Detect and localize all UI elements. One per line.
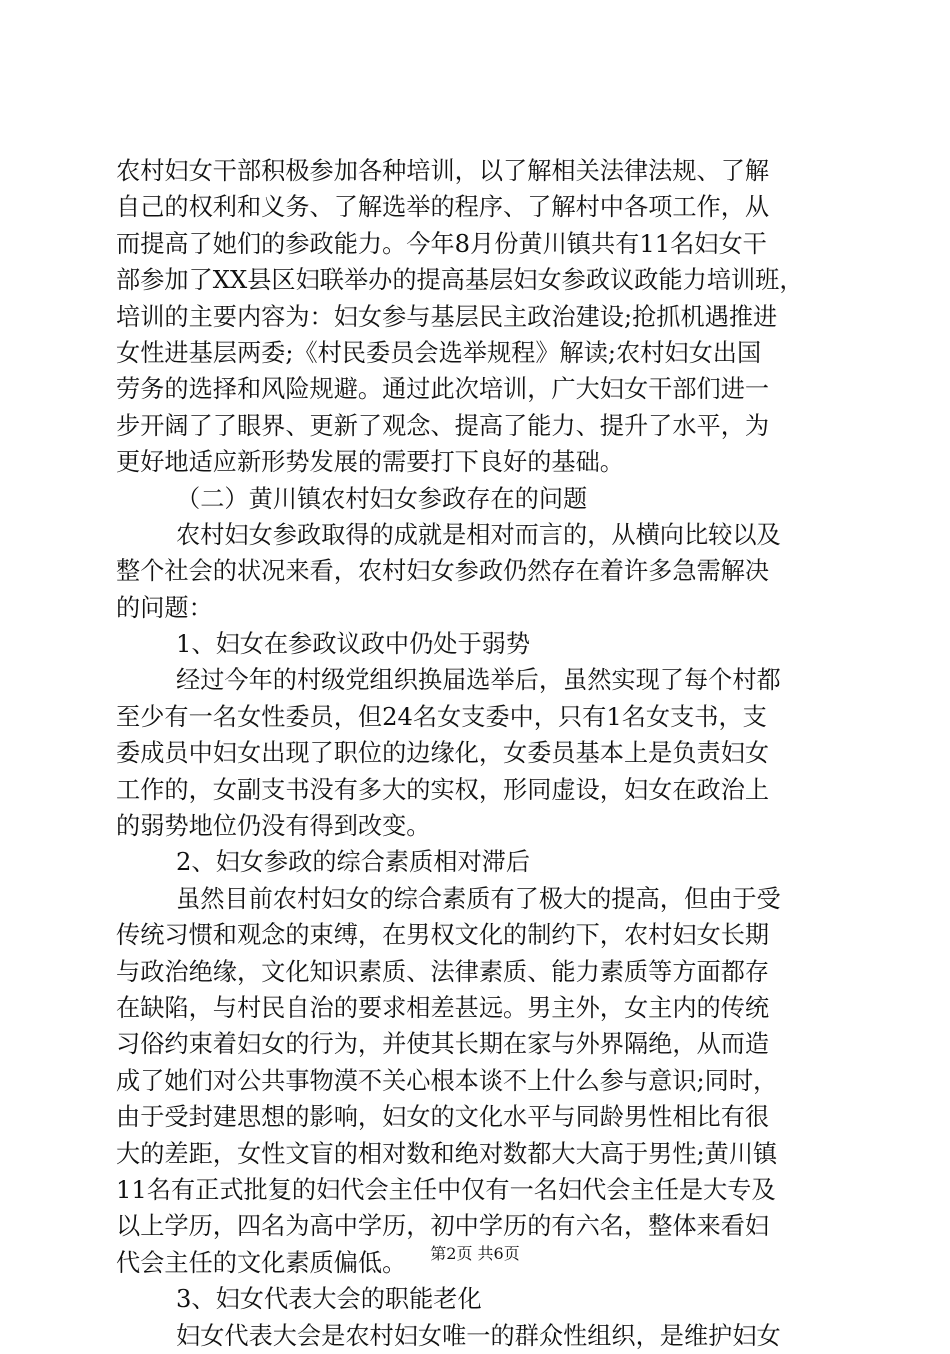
page-number-footer: 第2页 共6页 (430, 1244, 520, 1263)
text-line: 11名有正式批复的妇代会主任中仅有一名妇代会主任是大专及 (116, 1175, 776, 1204)
text-line: 成了她们对公共事物漠不关心根本谈不上什么参与意识;同时， (116, 1066, 778, 1095)
paragraph-congress-aging (116, 1318, 836, 1354)
text-line: 代会主任的文化素质偏低。 (116, 1248, 407, 1277)
paragraph-weak-position (116, 662, 836, 844)
section-heading-problems (116, 481, 836, 517)
paragraph-problems-intro (116, 517, 836, 626)
text-line: 整个社会的状况来看，农村妇女参政仍然存在着许多急需解决 (116, 557, 770, 586)
text-line: 的弱势地位仍没有得到改变。 (116, 812, 431, 841)
paragraph-training-continued (116, 153, 836, 481)
text-line: 经过今年的村级党组织换届选举后，虽然实现了每个村都 (176, 666, 781, 695)
subheading: 3、妇女代表大会的职能老化 (176, 1285, 482, 1314)
document-body (116, 153, 836, 1354)
paragraph-overall-quality (116, 881, 836, 1281)
text-line: 在缺陷，与村民自治的要求相差甚远。男主外，女主内的传统 (116, 993, 770, 1022)
subheading: 2、妇女参政的综合素质相对滞后 (176, 848, 531, 877)
text-line: 委成员中妇女出现了职位的边缘化，女委员基本上是负责妇女 (116, 739, 770, 768)
text-line: 女性进基层两委;《村民委员会选举规程》解读;农村妇女出国 (116, 338, 762, 367)
text-line: 虽然目前农村妇女的综合素质有了极大的提高，但由于受 (176, 884, 781, 913)
text-line: 大的差距，女性文盲的相对数和绝对数都大大高于男性;黄川镇 (116, 1139, 778, 1168)
text-line: 传统习惯和观念的束缚，在男权文化的制约下，农村妇女长期 (116, 921, 770, 950)
text-line: 劳务的选择和风险规避。通过此次培训，广大妇女干部们进一 (116, 375, 770, 404)
section-heading: （二）黄川镇农村妇女参政存在的问题 (176, 484, 588, 513)
text-line: 妇女代表大会是农村妇女唯一的群众性组织，是维护妇女 (176, 1321, 781, 1350)
text-line: 农村妇女参政取得的成就是相对而言的，从横向比较以及 (176, 520, 781, 549)
subheading-overall-quality (116, 844, 836, 880)
text-line: 农村妇女干部积极参加各种培训，以了解相关法律法规、了解 (116, 157, 770, 185)
text-line: 习俗约束着妇女的行为，并使其长期在家与外界隔绝，从而造 (116, 1030, 770, 1059)
text-line: 更好地适应新形势发展的需要打下良好的基础。 (116, 448, 624, 477)
text-line: 步开阔了了眼界、更新了观念、提高了能力、提升了水平，为 (116, 411, 770, 440)
text-line: 工作的，女副支书没有多大的实权，形同虚设，妇女在政治上 (116, 775, 770, 804)
text-line: 部参加了XX县区妇联举办的提高基层妇女参政议政能力培训班， (116, 266, 804, 295)
text-line: 而提高了她们的参政能力。今年8月份黄川镇共有11名妇女干 (116, 229, 767, 258)
text-line: 的问题： (116, 593, 213, 622)
text-line: 培训的主要内容为：妇女参与基层民主政治建设;抢抓机遇推进 (116, 302, 778, 331)
subheading-weak-position (116, 626, 836, 662)
text-line: 以上学历，四名为高中学历，初中学历的有六名，整体来看妇 (116, 1212, 770, 1241)
text-line: 自己的权利和义务、了解选举的程序、了解村中各项工作，从 (116, 193, 770, 222)
text-line: 与政治绝缘，文化知识素质、法律素质、能力素质等方面都存 (116, 957, 770, 986)
subheading-congress-aging (116, 1281, 836, 1317)
text-line: 由于受封建思想的影响，妇女的文化水平与同龄男性相比有很 (116, 1103, 770, 1132)
text-line: 至少有一名女性委员，但24名女支委中，只有1名女支书，支 (116, 702, 767, 731)
subheading: 1、妇女在参政议政中仍处于弱势 (176, 630, 531, 659)
